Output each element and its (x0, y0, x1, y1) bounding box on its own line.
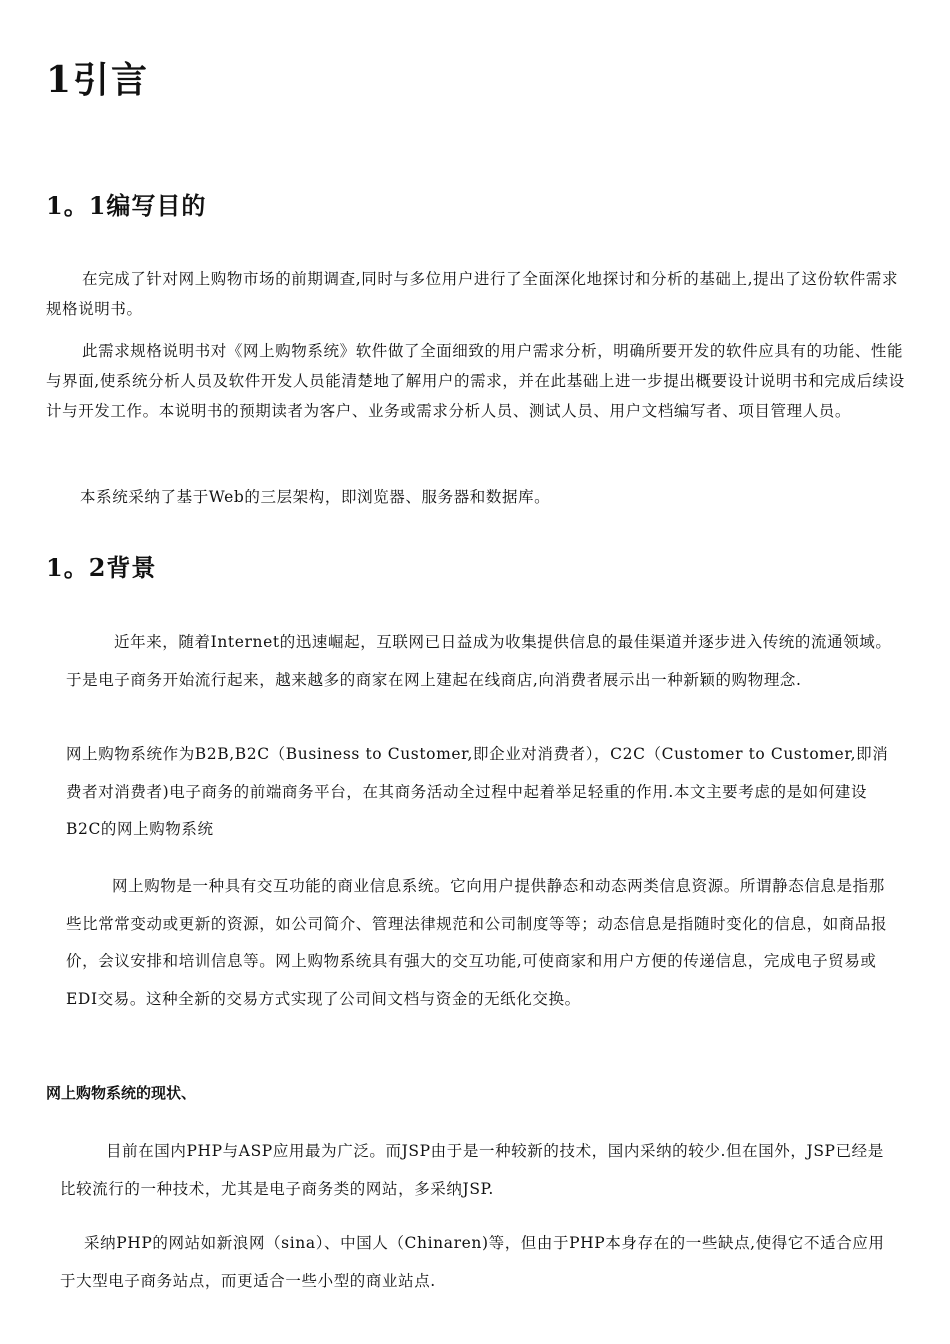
paragraph: 网上购物是一种具有交互功能的商业信息系统。它向用户提供静态和动态两类信息资源。所谓静态信息是指那些比常常变动或更新的资源，如公司简介、管理法律规范和公司制度等等；动态信息是指随时变化的信息，如商品报价，会议安排和培训信息等。网上购物系统具有强大的交互功能,可使商家和用户方便的传递信息，完成电子贸易或EDI交易。这种全新的交易方式实现了公司间文档与资金的无纸化交换。 (66, 877, 888, 1008)
paragraph: 在完成了针对网上购物市场的前期调查,同时与多位用户进行了全面深化地探讨和分析的基础上,提出了这份软件需求规格说明书。 (46, 270, 899, 318)
paragraph: 此需求规格说明书对《网上购物系统》软件做了全面细致的用户需求分析，明确所要开发的软件应具有的功能、性能与界面,使系统分析人员及软件开发人员能清楚地了解用户的需求，并在此基础上进一步提出概要设计说明书和完成后续设计与开发工作。本说明书的预期读者为客户、业务或需求分析人员、测试人员、用户文档编写者、项目管理人员。 (46, 342, 905, 420)
paragraph: 网上购物系统作为B2B,B2C（Business to Customer,即企业对消费者），C2C（Customer to Customer,即消费者对消费者)电子商务的前端商务平台，在其商务活动全过程中起着举足轻重的作用.本文主要考虑的是如何建设B2C的网上购物系统 (66, 745, 889, 838)
section-heading-background: 1。2背景 (46, 553, 157, 582)
paragraph: 近年来，随着Internet的迅速崛起，互联网已日益成为收集提供信息的最佳渠道并逐步进入传统的流通领域。于是电子商务开始流行起来，越来越多的商家在网上建起在线商店,向消费者展示出一种新颖的购物理念. (66, 633, 892, 689)
paragraph: 目前在国内PHP与ASP应用最为广泛。而JSP由于是一种较新的技术，国内采纳的较少.但在国外，JSP已经是比较流行的一种技术，尤其是电子商务类的网站，多采纳JSP. (60, 1142, 884, 1198)
document-title: 1引言 (46, 59, 150, 101)
subsection-heading-status: 网上购物系统的现状、 (46, 1084, 197, 1102)
paragraph: 本系统采纳了基于Web的三层架构，即浏览器、服务器和数据库。 (80, 488, 551, 506)
paragraph: 采纳PHP的网站如新浪网（sina）、中国人（Chinaren)等，但由于PHP本身存在的一些缺点,使得它不适合应用于大型电子商务站点，而更适合一些小型的商业站点. (60, 1234, 885, 1290)
section-heading-purpose: 1。1编写目的 (46, 191, 207, 220)
